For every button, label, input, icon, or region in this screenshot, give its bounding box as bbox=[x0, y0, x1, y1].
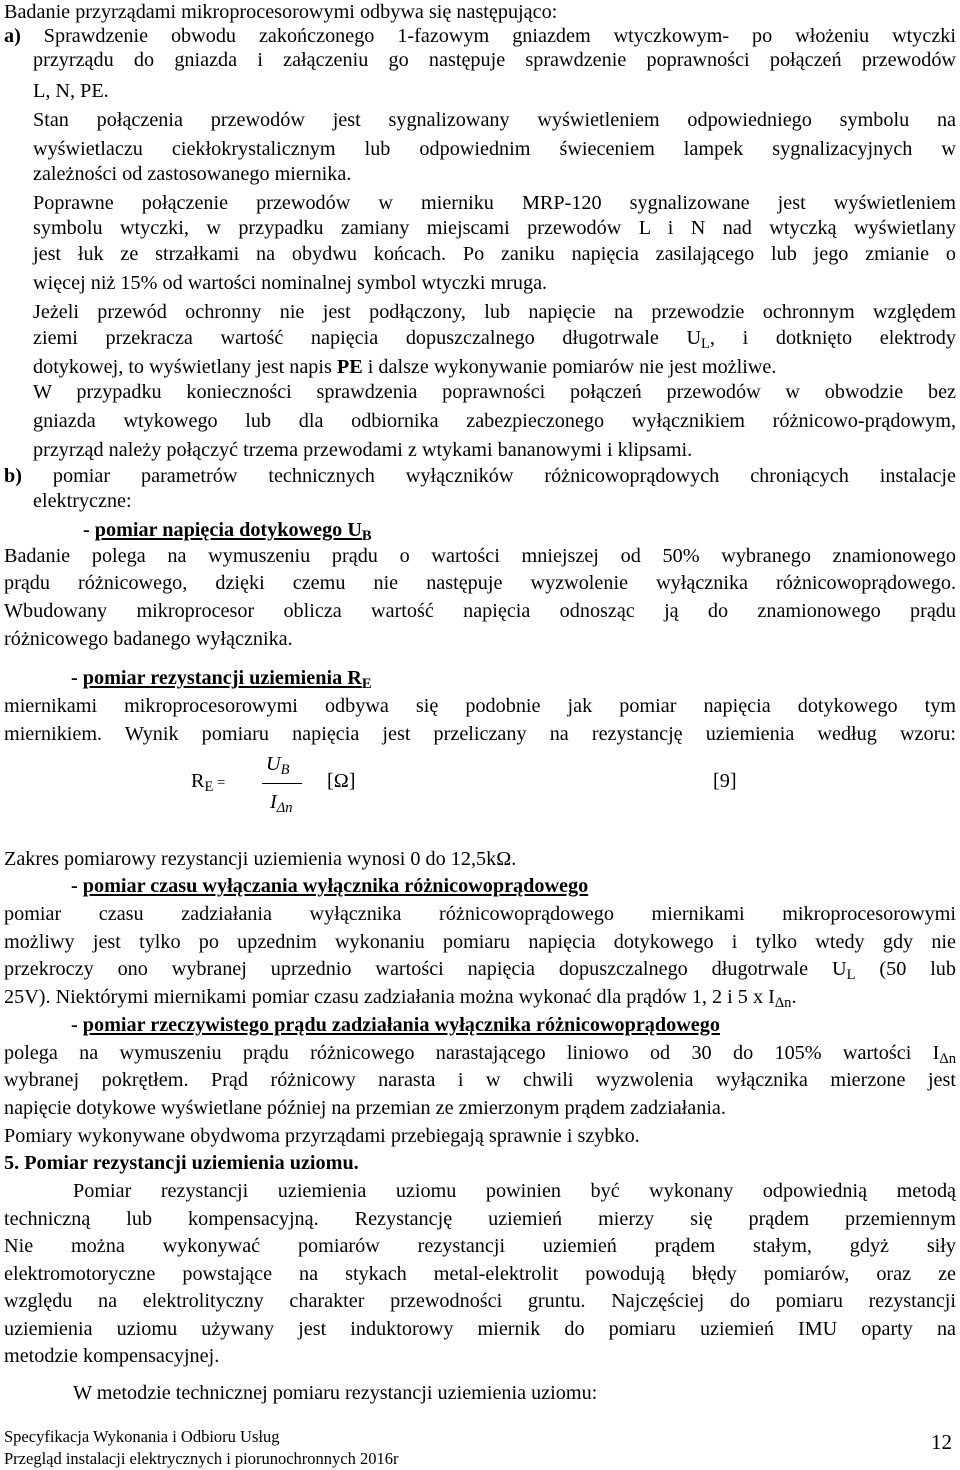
paragraph-line: wybranej pokrętłem. Prąd różnicowy narasta i w chwili wyzwolenia wyłącznika mierzone jest bbox=[4, 1069, 956, 1091]
paragraph-line: jest łuk ze strzałkami na obydwu końcach. Po zaniku napięcia zasilającego lub jego zmianie o bbox=[33, 243, 956, 265]
paragraph-line: Badanie przyrządami mikroprocesorowymi odbywa się następująco: bbox=[4, 1, 558, 23]
paragraph-line: prądu różnicowego, dzięki czemu nie następuje wyzwolenie wyłącznika różnicowoprądowego. bbox=[4, 572, 956, 594]
subscript: Δn bbox=[939, 1051, 956, 1068]
section-heading bbox=[71, 666, 671, 693]
paragraph-line: Nie można wykonywać pomiarów rezystancji uziemień prądem stałym, gdyż siły bbox=[4, 1235, 956, 1257]
text-span: i dalsze wykonywanie pomiarów nie jest możliwe. bbox=[362, 356, 777, 378]
section-heading bbox=[71, 1013, 871, 1037]
paragraph-line: zależności od zastosowanego miernika. bbox=[33, 163, 352, 185]
paragraph-line bbox=[4, 1041, 956, 1068]
heading-dash: - bbox=[71, 1014, 83, 1036]
paragraph-line: przyrządu do gniazda i załączeniu go następuje sprawdzenie poprawności połączeń przewodów bbox=[33, 49, 956, 71]
heading-dash: - bbox=[71, 875, 83, 897]
heading-dash: - bbox=[83, 519, 95, 541]
text-span: polega na wymuszeniu prądu różnicowego narastającego liniowo od 30 do 105% wartości I bbox=[4, 1042, 940, 1064]
paragraph-line: Wbudowany mikroprocesor oblicza wartość napięcia odnosząc ją do znamionowego prądu bbox=[4, 600, 956, 622]
formula-numerator: $U_B$ bbox=[266, 753, 290, 779]
text-span: , i dotknięto elektrody bbox=[709, 327, 956, 349]
paragraph-line: gniazda wtykowego lub dla odbiornika zabezpieczonego wyłącznikiem różnicowo-prądowym, bbox=[33, 410, 956, 432]
paragraph-line: pomiar czasu zadziałania wyłącznika różnicowoprądowego miernikami mikroprocesorowymi bbox=[4, 903, 956, 925]
paragraph-line: więcej niż 15% od wartości nominalnej symbol wtyczki mruga. bbox=[33, 272, 548, 294]
paragraph-line bbox=[33, 326, 956, 353]
footer-title: Specyfikacja Wykonania i Odbioru Usług bbox=[4, 1427, 280, 1446]
paragraph-line bbox=[4, 957, 956, 984]
paragraph-line: Badanie polega na wymuszeniu prądu o wartości mniejszej od 50% wybranego znamionowego bbox=[4, 545, 956, 567]
list-marker-b: b) bbox=[4, 465, 22, 487]
heading-text: pomiar czasu wyłączania wyłącznika różnicowoprądowego bbox=[82, 875, 589, 897]
page-number: 12 bbox=[931, 1430, 952, 1454]
section-heading bbox=[71, 874, 771, 898]
paragraph-line: symbolu wtyczki, w przypadku zamiany miejscami przewodów L i N nad wtyczką wyświetlany bbox=[33, 217, 956, 239]
paragraph-line: możliwy jest tylko po upzednim wykonaniu pomiaru napięcia dotykowego i tylko wtedy gdy nie bbox=[4, 931, 956, 953]
paragraph-line bbox=[4, 985, 956, 1012]
paragraph-line: miernikami mikroprocesorowymi odbywa się podobnie jak pomiar napięcia dotykowego tym bbox=[4, 695, 956, 717]
paragraph-line: względu na elektrolityczny charakter przewodności gruntu. Najczęściej do pomiaru rezystancji bbox=[4, 1290, 956, 1312]
text-span: (50 lub bbox=[855, 958, 956, 980]
paragraph-line: Poprawne połączenie przewodów w mierniku MRP-120 sygnalizowane jest wyświetleniem bbox=[33, 192, 956, 214]
paragraph-line: elektromotoryczne powstające na stykach metal-elektrolit powodują błędy pomiarów, oraz ze bbox=[4, 1263, 956, 1285]
section-heading: 5. Pomiar rezystancji uziemienia uziomu. bbox=[4, 1152, 359, 1174]
paragraph-line bbox=[4, 464, 956, 488]
paragraph-line: napięcie dotykowe wyświetlane później na przemian ze zmierzonym prądem zadziałania. bbox=[4, 1097, 726, 1119]
paragraph-line: przyrząd należy połączyć trzema przewodami z wtykami bananowymi i klipsami. bbox=[33, 439, 693, 461]
text-span: . bbox=[791, 986, 797, 1008]
text-span: przekroczy ono wybranej uprzednio wartości napięcia dopuszczalnego długotrwale U bbox=[4, 958, 847, 980]
text-span: dotykowej, to wyświetlany jest napis bbox=[33, 356, 337, 378]
subscript: Δn bbox=[774, 995, 792, 1012]
section-heading bbox=[83, 518, 683, 545]
paragraph-line: uziemienia uziomu używany jest induktorowy miernik do pomiaru uziemień IMU oparty na bbox=[4, 1318, 956, 1340]
paragraph-line: miernikiem. Wynik pomiaru napięcia jest przeliczany na rezystancję uziemienia według wzoru: bbox=[4, 723, 956, 745]
paragraph-line: metodzie kompensacyjnej. bbox=[4, 1345, 220, 1367]
footer-subtitle: Przegląd instalacji elektrycznych i piorunochronnych 2016r bbox=[4, 1449, 399, 1468]
text-span: pomiar parametrów technicznych wyłączników różnicowoprądowych chroniących instalacje bbox=[21, 465, 956, 487]
text-span: 25V). Niektórymi miernikami pomiar czasu zadziałania można wykonać dla prądów 1, 2 i 5 x I bbox=[4, 986, 775, 1008]
list-marker-a: a) bbox=[4, 25, 21, 47]
paragraph-line: Jeżeli przewód ochronny nie jest podłączony, lub napięcie na przewodzie ochronnym względem bbox=[33, 301, 956, 323]
heading-text: pomiar rzeczywistego prądu zadziałania wyłącznika różnicowoprądowego bbox=[82, 1014, 720, 1036]
fraction-bar bbox=[262, 783, 302, 784]
heading-text: pomiar rezystancji uziemienia $R_E$ bbox=[82, 667, 372, 693]
paragraph-line: W metodzie technicznej pomiaru rezystancji uziemienia uziomu: bbox=[73, 1382, 598, 1404]
paragraph-line: Zakres pomiarowy rezystancji uziemienia wynosi 0 do 12,5kΩ. bbox=[4, 848, 517, 870]
formula-denominator: $I_{\Delta n}$ bbox=[270, 791, 293, 817]
paragraph-line bbox=[33, 355, 956, 379]
paragraph-line: Stan połączenia przewodów jest sygnalizowany wyświetleniem odpowiedniego symbolu na bbox=[33, 109, 956, 131]
formula-ref: [9] bbox=[713, 770, 737, 792]
paragraph-line: W przypadku konieczności sprawdzenia poprawności połączeń przewodów w obwodzie bez bbox=[33, 381, 956, 403]
paragraph-line: różnicowego badanego wyłącznika. bbox=[4, 628, 293, 650]
heading-dash: - bbox=[71, 667, 83, 689]
paragraph-line: L, N, PE. bbox=[33, 80, 109, 102]
formula-lhs: $R_E$ = bbox=[191, 770, 226, 796]
paragraph-line: elektryczne: bbox=[33, 490, 132, 512]
text-span: ziemi przekracza wartość napięcia dopuszczalnego długotrwale U bbox=[33, 327, 702, 349]
pe-label: PE bbox=[336, 356, 363, 378]
subscript: L bbox=[846, 967, 856, 984]
paragraph-line bbox=[4, 24, 956, 48]
paragraph-line: techniczną lub kompensacyjną. Rezystancję uziemień mierzy się prądem przemiennym bbox=[4, 1208, 956, 1230]
text-span: Sprawdzenie obwodu zakończonego 1-fazowym gniazdem wtyczkowym- po włożeniu wtyczki bbox=[20, 25, 956, 47]
paragraph-line: wyświetlaczu ciekłokrystalicznym lub odpowiednim świeceniem lampek sygnalizacyjnych w bbox=[33, 138, 956, 160]
paragraph-line: Pomiar rezystancji uziemienia uziomu powinien być wykonany odpowiednią metodą bbox=[73, 1180, 956, 1202]
paragraph-line: Pomiary wykonywane obydwoma przyrządami przebiegają sprawnie i szybko. bbox=[4, 1125, 640, 1147]
heading-text: pomiar napięcia dotykowego $U_B$ bbox=[94, 519, 372, 545]
subscript: L bbox=[701, 336, 710, 353]
formula-unit: [Ω] bbox=[327, 770, 356, 792]
